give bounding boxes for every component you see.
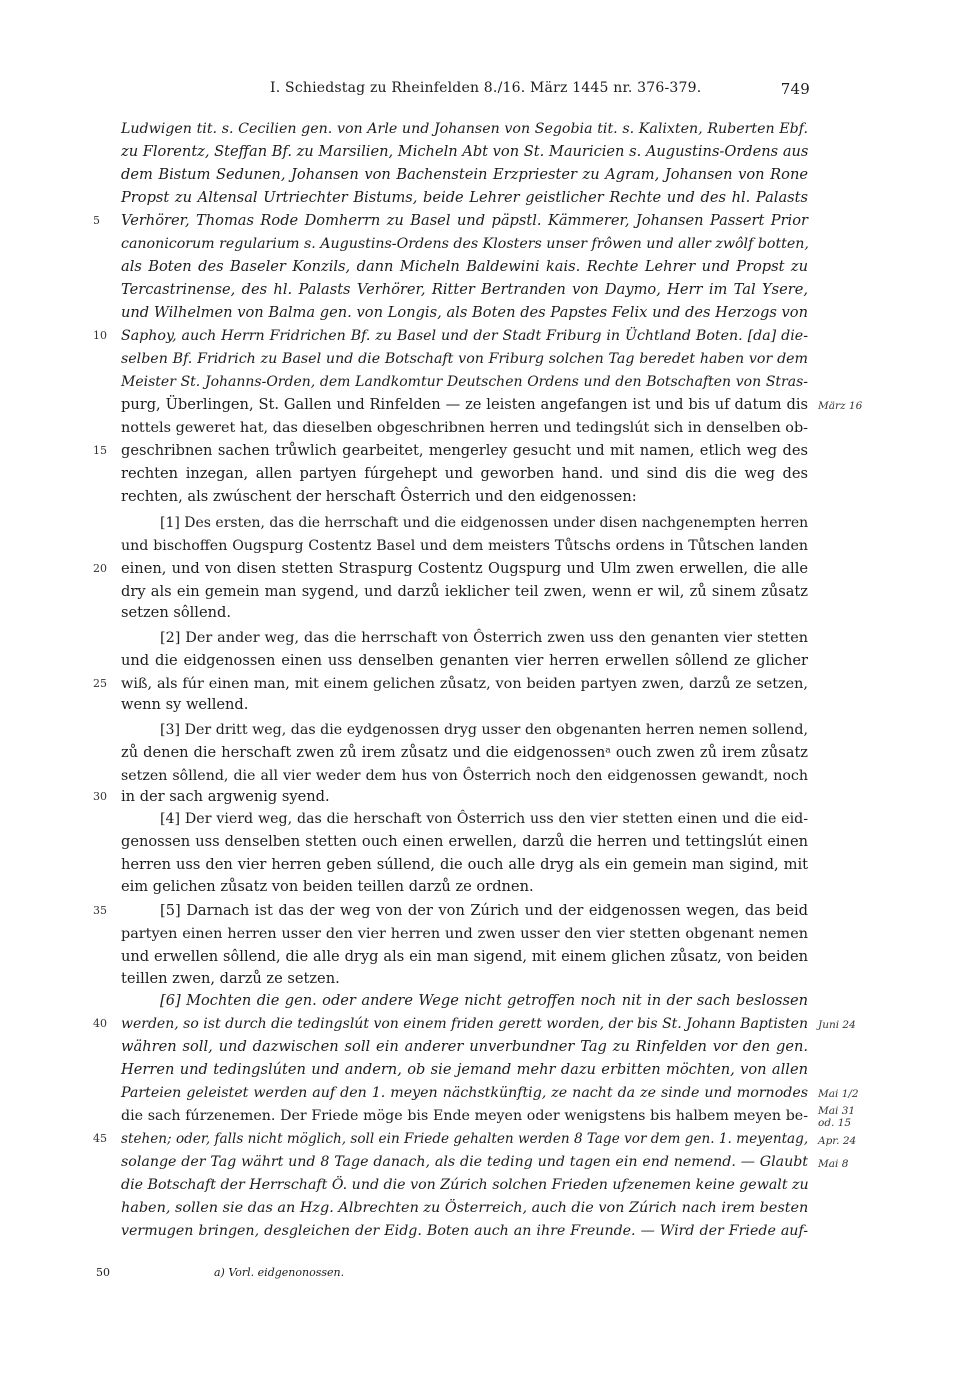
line-number: 5 — [93, 214, 100, 227]
text-line: Meister St. Johanns-Orden, dem Landkomtur Deutschen Ordens und den Botschaften von Stras- — [121, 374, 808, 390]
text-line: und bischoffen Ougspurg Costentz Basel und dem meisters Tůtschs ordens in Tůtschen landen — [121, 538, 808, 554]
text-line: [1] Des ersten, das die herrschaft und die eidgenossen under disen nachgenempten herren — [160, 515, 809, 531]
text-line: vermugen bringen, desgleichen der Eidg. Boten auch an ihre Freunde. — Wird der Friede auf- — [121, 1223, 808, 1239]
text-line: [6] Mochten die gen. oder andere Wege nicht getroffen noch nit in der sach beslossen — [160, 992, 808, 1009]
text-line: herren uss den vier herren geben súllend, die ouch alle dryg als ein gemein man sigind, mit — [121, 856, 808, 873]
text-line: dem Bistum Sedunen, Johansen von Bachenstein Erzpriester zu Agram, Johansen von Rone — [121, 166, 808, 183]
text-line: purg, Überlingen, St. Gallen und Rinfelden — ze leisten angefangen ist und bis uf datum dis — [121, 396, 808, 413]
text-line: partyen einen herren usser den vier herren und zwen usser den vier stetten obgenant nemen — [121, 926, 808, 942]
text-line: Herren und tedingslúten und andern, ob sie jemand mehr dazu erbitten möchten, von allen — [121, 1061, 808, 1078]
running-header — [120, 80, 810, 104]
text-line: canonicorum regularium s. Augustins-Ordens des Klosters unser frôwen und aller zwôlf botten, — [121, 236, 809, 252]
text-line: zů denen die herschaft zwen zů irem zůsatz und die eidgenossenᵃ ouch zwen zů irem zůsatz — [121, 744, 808, 761]
line-number: 10 — [93, 329, 107, 342]
text-line: [4] Der vierd weg, das die herschaft von Ôsterrich uss den vier stetten einen und die eid- — [160, 811, 808, 827]
text-line: selben Bf. Fridrich zu Basel und die Botschaft von Friburg solchen Tag beredet haben vor dem — [121, 351, 808, 367]
text-line: dry als ein gemein man sygend, und darzů ieklicher teil zwen, wenn er wil, zů sinem zůsatz — [121, 583, 808, 600]
text-line: und die eidgenossen einen uss denselben genanten vier herren erwellen sôllend ze glicher — [121, 652, 808, 669]
text-line: Tercastrinense, des hl. Palasts Verhörer, Ritter Bertranden von Daymo, Herr im Tal Ysere, — [121, 281, 808, 298]
line-number: 45 — [93, 1132, 107, 1145]
text-line: stehen; oder, falls nicht möglich, soll ein Friede gehalten werden 8 Tage vor dem gen. 1. meyentag, — [121, 1131, 809, 1147]
line-number: 15 — [93, 444, 107, 457]
text-line: wiß, als fúr einen man, mit einem gelichen zůsatz, von beiden partyen zwen, darzů ze setzen, — [121, 676, 808, 692]
text-line: währen soll, und dazwischen soll ein anderer unverbundner Tag zu Rinfelden vor den gen. — [121, 1038, 808, 1055]
margin-date-note: Mai 1/2 — [818, 1088, 859, 1100]
text-line: [2] Der ander weg, das die herrschaft von Ôsterrich zwen uss den genanten vier stetten — [160, 630, 808, 646]
running-title: I. Schiedstag zu Rheinfelden 8./16. März 1445 nr. 376-379. — [270, 80, 702, 96]
text-line: geschribnen sachen trůwlich gearbeitet, mengerley gesucht und mit namen, etlich weg des — [121, 442, 808, 459]
footnote-line-number: 50 — [96, 1266, 110, 1279]
text-line: die Botschaft der Herrschaft Ö. und die von Zúrich solchen Frieden ufzenemen keine gewalt zu — [121, 1177, 809, 1193]
line-number: 35 — [93, 904, 107, 917]
line-number: 25 — [93, 677, 107, 690]
text-line: nottels geweret hat, das dieselben obgeschribnen herren und tedingslút sich in denselben ob- — [121, 420, 809, 436]
line-number: 20 — [93, 562, 107, 575]
line-number: 40 — [93, 1017, 107, 1030]
line-number: 30 — [93, 790, 107, 803]
page-number: 749 — [780, 80, 810, 98]
text-line: einen, und von disen stetten Straspurg Costentz Ougspurg und Ulm zwen erwellen, die alle — [121, 560, 808, 577]
text-line: Parteien geleistet werden auf den 1. meyen nächstkünftig, ze nacht da ze sinde und mornodes — [121, 1085, 808, 1101]
margin-date-note: od. 15 — [818, 1117, 852, 1129]
text-line: Verhörer, Thomas Rode Domherrn zu Basel und päpstl. Kämmerer, Johansen Passert Prior — [121, 212, 808, 229]
text-line: Propst zu Altensal Urtriechter Bistums, beide Lehrer geistlicher Rechte und des hl. Palasts — [121, 189, 808, 206]
text-line: die sach fúrzenemen. Der Friede möge bis Ende meyen oder wenigstens bis halbem meyen be- — [121, 1108, 808, 1124]
text-line: setzen sôllend, die all vier weder dem hus von Ôsterrich noch den eidgenossen gewandt, noch — [121, 768, 808, 784]
text-line: solange der Tag währt und 8 Tage danach, als die teding und tagen ein end nemend. — Glaubt — [121, 1154, 808, 1170]
text-line: [3] Der dritt weg, das die eydgenossen dryg usser den obgenanten herren nemen sollend, — [160, 722, 808, 738]
text-line: genossen uss denselben stetten ouch einen erwellen, darzů die herren und tettingslút einen — [121, 833, 808, 850]
text-line: und erwellen sôllend, die alle dryg als ein man sigend, mit einem glichen zůsatz, von beiden — [121, 948, 808, 965]
text-line: zu Florentz, Steffan Bf. zu Marsilien, Micheln Abt von St. Mauricien s. Augustins-Ordens aus — [121, 143, 809, 160]
margin-date-note: Juni 24 — [818, 1019, 856, 1031]
text-line: und Wilhelmen von Balma gen. von Longis, als Boten des Papstes Felix und des Herzogs von — [121, 304, 808, 321]
text-line: teillen zwen, darzů ze setzen. — [121, 970, 340, 987]
text-line: wenn sy wellend. — [121, 696, 249, 713]
text-line: eim gelichen zůsatz von beiden teillen darzů ze ordnen. — [121, 878, 534, 895]
text-line: rechten inzegan, allen partyen fúrgehept und geworben hand. und sind dis die weg des — [121, 465, 808, 482]
text-line: werden, so ist durch die tedingslút von einem friden gerett worden, der bis St. Johann Baptisten — [121, 1016, 808, 1032]
text-line: [5] Darnach ist das der weg von der von Zúrich und der eidgenossen wegen, das beid — [160, 902, 808, 919]
margin-date-note: Apr. 24 — [818, 1135, 857, 1147]
margin-date-note: März 16 — [818, 400, 863, 412]
text-line: Ludwigen tit. s. Cecilien gen. von Arle und Johansen von Segobia tit. s. Kalixten, Ruberten Ebf. — [121, 121, 808, 137]
text-line: haben, sollen sie das an Hzg. Albrechten zu Österreich, auch die von Zúrich nach irem besten — [121, 1200, 809, 1216]
text-line: setzen sôllend. — [121, 604, 231, 621]
text-line: rechten, als zwúschent der herschaft Ôsterrich und den eidgenossen: — [121, 488, 637, 505]
margin-date-note: Mai 31 — [818, 1105, 856, 1117]
footnote: a) Vorl. eidgenonossen. — [214, 1266, 345, 1279]
text-line: Saphoy, auch Herrn Fridrichen Bf. zu Basel und der Stadt Friburg in Üchtland Boten. [da] die- — [121, 328, 808, 344]
text-line: in der sach argwenig syend. — [121, 788, 330, 805]
margin-date-note: Mai 8 — [818, 1158, 849, 1170]
text-line: als Boten des Baseler Konzils, dann Micheln Baldewini kais. Rechte Lehrer und Propst zu — [121, 258, 808, 275]
